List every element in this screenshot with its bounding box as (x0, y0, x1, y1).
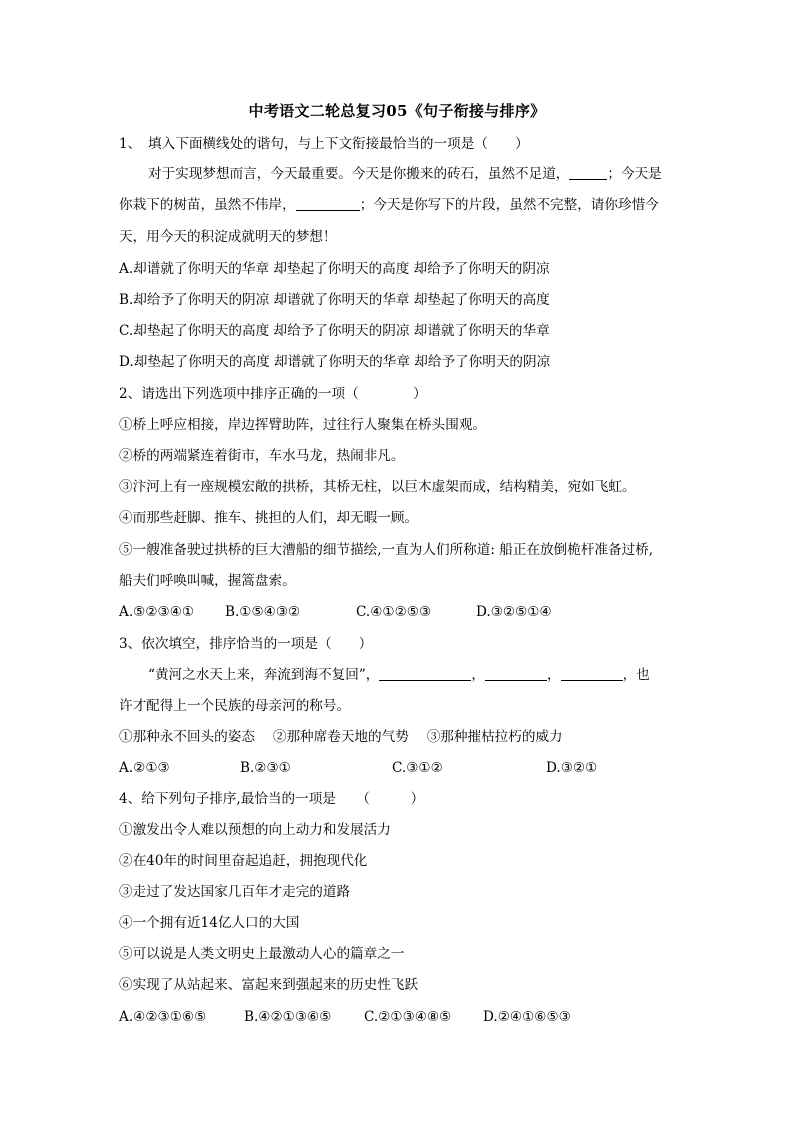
q1-passage-line-2 (119, 194, 659, 216)
q1-blank-2 (296, 196, 360, 211)
q4-item-5: ⑤可以说是人类文明史上最激动人心的篇章之一 (119, 946, 405, 962)
q3-items: ①那种永不回头的姿态 ②那种席卷天地的气势 ③那种摧枯拉朽的威力 (119, 729, 563, 745)
q1-passage-line-3: 天，用今天的积淀成就明天的梦想！ (119, 229, 337, 245)
q3-passage-text: “黄河之水天上来，奔流到海不复回”， (148, 667, 380, 683)
q4-item-4: ④一个拥有近14亿人口的大国 (119, 915, 300, 931)
q3-option-c: C.③①② (392, 760, 443, 776)
q1-passage-text: ；今天是你写下的片段，虽然不完整，请你珍惜今 (359, 197, 659, 213)
q4-item-3: ③走过了发达国家几百年才走完的道路 (119, 884, 351, 900)
q2-item-5: ⑤一艘准备驶过拱桥的巨大漕船的细节描绘,一直为人们所称道: 船正在放倒桅杆准备过桥, (119, 542, 654, 558)
q1-option-b: B.却给予了你明天的阴凉 却谱就了你明天的华章 却垫起了你明天的高度 (119, 292, 550, 308)
q3-passage-line-2: 许才配得上一个民族的母亲河的称号。 (119, 698, 351, 714)
q4-item-6: ⑥实现了从站起来、富起来到强起来的历史性飞跃 (119, 977, 419, 993)
q3-blank-3 (561, 666, 623, 681)
q2-item-2: ②桥的两端紧连着街市，车水马龙，热闹非凡。 (119, 448, 405, 464)
q2-stem: 2、请选出下列选项中排序正确的一项（ ） (119, 386, 427, 402)
q1-blank-1 (569, 165, 607, 180)
q2-item-4: ④而那些赶脚、推车、挑担的人们，却无暇一顾。 (119, 510, 419, 526)
q3-option-a: A.②①③ (119, 760, 170, 776)
q3-blank-1 (379, 666, 471, 681)
q4-item-1: ①激发出令人难以预想的向上动力和发展活力 (119, 822, 391, 838)
q4-option-c: C.②①③④⑧⑤ (364, 1009, 452, 1025)
q1-stem: 1、 填入下面横线处的谐句，与上下文衔接最恰当的一项是（ ） (119, 136, 529, 152)
q1-option-a: A.却谱就了你明天的华章 却垫起了你明天的高度 却给予了你明天的阴凉 (119, 261, 550, 277)
q2-item-1: ①桥上呼应相接，岸边挥臂助阵，过往行人聚集在桥头围观。 (119, 417, 487, 433)
q1-passage-text: 对于实现梦想而言，今天最重要。今天是你搬来的砖石，虽然不足道， (148, 166, 570, 182)
q2-item-3: ③汴河上有一座规模宏敞的拱桥，其桥无柱，以巨木虚架而成，结构精美，宛如飞虹。 (119, 479, 636, 495)
q2-option-a: A.⑤②③④① (119, 604, 195, 620)
q4-option-a: A.④②③①⑥⑤ (119, 1009, 207, 1025)
q2-item-5-cont: 船夫们呼唤叫喊，握篙盘索。 (119, 573, 296, 589)
q3-option-b: B.②③① (240, 760, 291, 776)
q3-stem: 3、依次填空，排序恰当的一项是（ ） (119, 636, 373, 652)
q2-option-d: D.③②⑤①④ (476, 604, 552, 620)
q2-option-c: C.④①②⑤③ (356, 604, 432, 620)
q1-passage-line-1 (148, 163, 662, 185)
q3-option-d: D.③②① (546, 760, 598, 776)
q4-item-2: ②在40年的时间里奋起追赶，拥抱现代化 (119, 853, 368, 869)
q1-passage-text: 你栽下的树苗，虽然不伟岸， (119, 197, 296, 213)
q1-option-c: C.却垫起了你明天的高度 却给予了你明天的阴凉 却谱就了你明天的华章 (119, 323, 550, 339)
q4-option-d: D.②④①⑥⑤③ (483, 1009, 571, 1025)
q3-passage-text: ， (547, 667, 561, 683)
q1-option-d: D.却垫起了你明天的高度 却谱就了你明天的华章 却给予了你明天的阴凉 (119, 354, 551, 370)
q3-passage-text: ，也 (622, 667, 650, 683)
q3-blank-2 (485, 666, 547, 681)
q4-option-b: B.④②①③⑥⑤ (244, 1009, 332, 1025)
q4-stem: 4、给下列句子排序,最恰当的一项是 （ ） (119, 791, 425, 807)
q3-passage-line-1 (148, 664, 650, 686)
q3-passage-text: ， (471, 667, 485, 683)
q1-passage-text: ；今天是 (607, 166, 662, 182)
q2-option-b: B.①⑤④③② (225, 604, 301, 620)
page-title: 中考语文二轮总复习05《句子衔接与排序》 (248, 102, 546, 120)
